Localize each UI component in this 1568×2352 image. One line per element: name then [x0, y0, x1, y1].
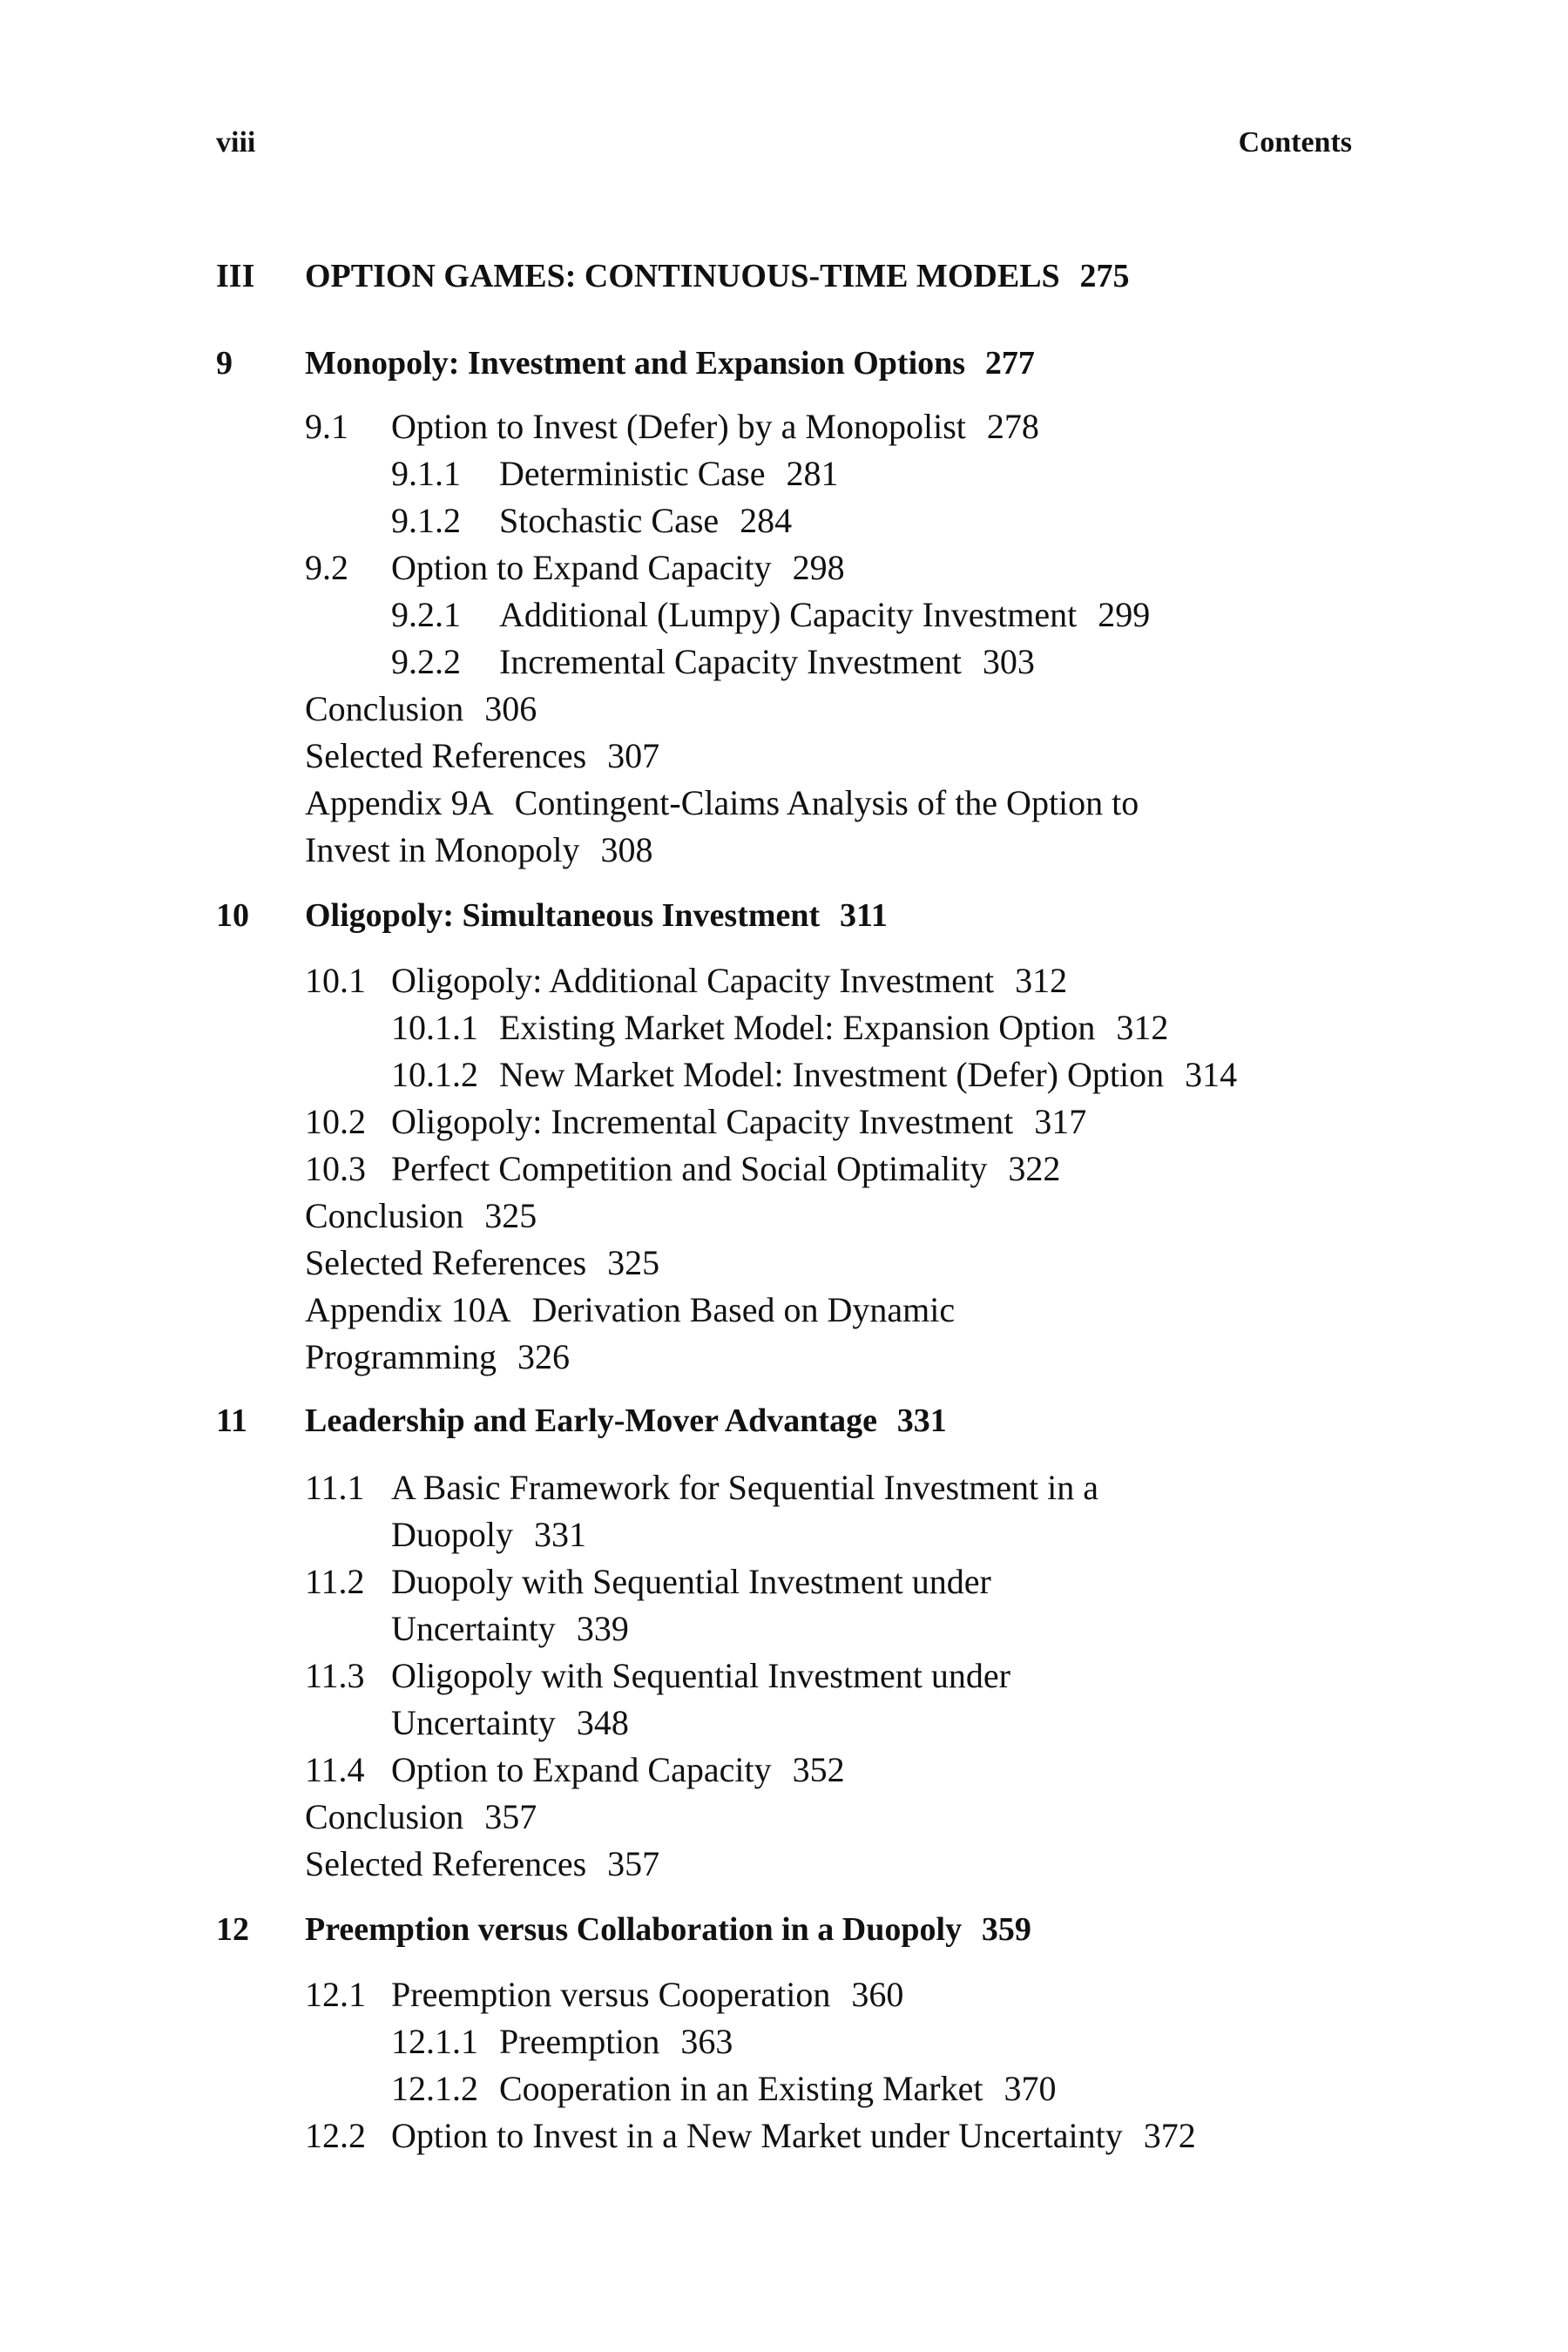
section-number: 11.1: [305, 1468, 365, 1507]
entry-title: Selected References: [305, 1844, 587, 1883]
section-title-continued: Uncertainty: [391, 1703, 556, 1742]
toc-subsection[interactable]: [391, 501, 793, 540]
chapter-heading[interactable]: [305, 1913, 1031, 1946]
part-heading[interactable]: [305, 260, 1130, 293]
toc-section-continued[interactable]: [391, 1517, 586, 1552]
toc-subsection[interactable]: [391, 595, 1151, 634]
subsection-page: 370: [1004, 2069, 1057, 2108]
chapter-number: 9: [216, 345, 233, 382]
subsection-page: 314: [1185, 1055, 1238, 1094]
section-title: Oligopoly: Incremental Capacity Investment: [391, 1102, 1014, 1141]
toc-subsection[interactable]: [391, 1010, 1168, 1045]
section-title: Perfect Competition and Social Optimality: [391, 1149, 988, 1188]
subsection-title: Additional (Lumpy) Capacity Investment: [499, 595, 1078, 634]
running-title: Contents: [1238, 126, 1352, 159]
chapter-title: Leadership and Early-Mover Advantage: [305, 1402, 877, 1439]
toc-section[interactable]: [305, 548, 845, 587]
chapter-number: 10: [216, 897, 249, 934]
chapter-page: 331: [896, 1402, 947, 1439]
toc-references[interactable]: [305, 1243, 660, 1282]
toc-subsection[interactable]: [391, 1055, 1238, 1094]
section-title: Duopoly with Sequential Investment under: [391, 1562, 991, 1601]
subsection-title: Stochastic Case: [499, 501, 720, 540]
section-number: 12.2: [305, 2116, 366, 2155]
section-title: Oligopoly with Sequential Investment under: [391, 1656, 1010, 1695]
part-page: 275: [1079, 258, 1130, 294]
appendix-title: Contingent-Claims Analysis of the Option to: [514, 783, 1139, 822]
entry-page: 325: [607, 1243, 660, 1282]
chapter-page: 277: [984, 345, 1035, 382]
part-number: III: [216, 258, 255, 294]
toc-section-continued[interactable]: [391, 1609, 629, 1648]
section-number: 11.2: [305, 1562, 365, 1601]
entry-page: 357: [484, 1797, 537, 1836]
subsection-number: 12.1.2: [391, 2069, 478, 2108]
toc-subsection[interactable]: [391, 456, 838, 491]
section-title: Oligopoly: Additional Capacity Investment: [391, 961, 995, 1000]
subsection-page: 284: [740, 501, 793, 540]
subsection-page: 299: [1098, 595, 1151, 634]
section-page: 348: [576, 1703, 629, 1742]
section-number: 12.1: [305, 1975, 366, 2014]
section-title: Option to Invest (Defer) by a Monopolist: [391, 407, 966, 446]
appendix-page: 308: [600, 830, 653, 869]
section-page: 317: [1034, 1102, 1087, 1141]
toc-conclusion[interactable]: [305, 1797, 537, 1836]
toc-references[interactable]: [305, 1844, 660, 1883]
toc-section[interactable]: [305, 409, 1039, 444]
toc-section[interactable]: [305, 1470, 1098, 1505]
section-page: 278: [986, 407, 1039, 446]
chapter-heading[interactable]: [305, 899, 888, 932]
section-page: 339: [576, 1609, 629, 1648]
subsection-number: 9.1.2: [391, 501, 461, 540]
chapter-title: Preemption versus Collaboration in a Duopoly: [305, 1911, 963, 1948]
subsection-page: 312: [1116, 1008, 1169, 1047]
section-number: 10.3: [305, 1149, 366, 1188]
chapter-heading[interactable]: [305, 347, 1035, 380]
toc-subsection[interactable]: [391, 642, 1035, 681]
toc-section[interactable]: [305, 1562, 991, 1601]
toc-subsection[interactable]: [391, 2024, 733, 2059]
chapter-number: 12: [216, 1911, 249, 1948]
section-title: Option to Expand Capacity: [391, 548, 772, 587]
subsection-number: 9.2.1: [391, 595, 461, 634]
toc-section[interactable]: [305, 1750, 845, 1789]
chapter-title: Monopoly: Investment and Expansion Options: [305, 345, 966, 382]
chapter-page: 359: [981, 1911, 1031, 1948]
subsection-title: Incremental Capacity Investment: [499, 642, 962, 681]
toc-appendix[interactable]: [305, 783, 1139, 822]
section-title-continued: Uncertainty: [391, 1609, 556, 1648]
section-page: 372: [1143, 2116, 1196, 2155]
appendix-title: Derivation Based on Dynamic: [531, 1290, 956, 1329]
subsection-title: New Market Model: Investment (Defer) Option: [499, 1055, 1165, 1094]
section-number: 10.2: [305, 1102, 366, 1141]
section-number: 11.4: [305, 1750, 365, 1789]
entry-title: Conclusion: [305, 689, 464, 728]
entry-title: Selected References: [305, 736, 587, 775]
appendix-label: Appendix 9A: [305, 783, 494, 822]
appendix-label: Appendix 10A: [305, 1290, 511, 1329]
subsection-title: Deterministic Case: [499, 454, 766, 493]
subsection-page: 281: [786, 454, 839, 493]
subsection-title: Preemption: [499, 2022, 660, 2061]
section-title: A Basic Framework for Sequential Investment in a: [391, 1468, 1099, 1507]
toc-section[interactable]: [305, 1149, 1061, 1188]
toc-section[interactable]: [305, 963, 1067, 998]
entry-page: 307: [607, 736, 660, 775]
section-title-continued: Duopoly: [391, 1515, 513, 1554]
appendix-page: 326: [517, 1337, 570, 1376]
section-page: 352: [792, 1750, 845, 1789]
subsection-page: 303: [982, 642, 1035, 681]
subsection-page: 363: [680, 2022, 733, 2061]
section-title: Option to Expand Capacity: [391, 1750, 772, 1789]
entry-title: Selected References: [305, 1243, 587, 1282]
subsection-number: 10.1.2: [391, 1055, 478, 1094]
entry-page: 357: [607, 1844, 660, 1883]
toc-subsection[interactable]: [391, 2069, 1057, 2108]
toc-section-continued[interactable]: [391, 1703, 629, 1742]
toc-conclusion[interactable]: [305, 689, 537, 728]
toc-references[interactable]: [305, 736, 660, 775]
section-page: 312: [1015, 961, 1068, 1000]
entry-title: Conclusion: [305, 1196, 464, 1235]
toc-section[interactable]: [305, 1102, 1087, 1141]
appendix-title-continued: Invest in Monopoly: [305, 830, 580, 869]
chapter-heading[interactable]: [305, 1404, 947, 1437]
toc-conclusion[interactable]: [305, 1196, 537, 1235]
appendix-title-continued: Programming: [305, 1337, 497, 1376]
subsection-number: 12.1.1: [391, 2022, 478, 2061]
toc-appendix-continued[interactable]: [305, 830, 653, 869]
section-page: 298: [792, 548, 845, 587]
subsection-number: 10.1.1: [391, 1008, 478, 1047]
toc-appendix-continued[interactable]: [305, 1337, 570, 1376]
toc-section[interactable]: [305, 2116, 1196, 2155]
section-number: 10.1: [305, 961, 366, 1000]
part-title: OPTION GAMES: CONTINUOUS-TIME MODELS: [305, 258, 1060, 294]
section-title: Option to Invest in a New Market under Uncertainty: [391, 2116, 1123, 2155]
subsection-title: Cooperation in an Existing Market: [499, 2069, 983, 2108]
subsection-number: 9.1.1: [391, 454, 461, 493]
subsection-title: Existing Market Model: Expansion Option: [499, 1008, 1096, 1047]
chapter-number: 11: [216, 1402, 247, 1439]
toc-section[interactable]: [305, 1656, 1010, 1695]
entry-page: 325: [484, 1196, 537, 1235]
section-page: 322: [1008, 1149, 1061, 1188]
chapter-page: 311: [839, 897, 888, 934]
subsection-number: 9.2.2: [391, 642, 461, 681]
section-number: 9.2: [305, 548, 348, 587]
section-title: Preemption versus Cooperation: [391, 1975, 831, 2014]
entry-page: 306: [484, 689, 537, 728]
toc-section[interactable]: [305, 1977, 903, 2012]
section-page: 360: [851, 1975, 904, 2014]
section-number: 9.1: [305, 407, 348, 446]
toc-appendix[interactable]: [305, 1290, 956, 1329]
entry-title: Conclusion: [305, 1797, 464, 1836]
chapter-title: Oligopoly: Simultaneous Investment: [305, 897, 821, 934]
section-number: 11.3: [305, 1656, 365, 1695]
section-page: 331: [534, 1515, 586, 1554]
page-number: viii: [216, 126, 256, 159]
